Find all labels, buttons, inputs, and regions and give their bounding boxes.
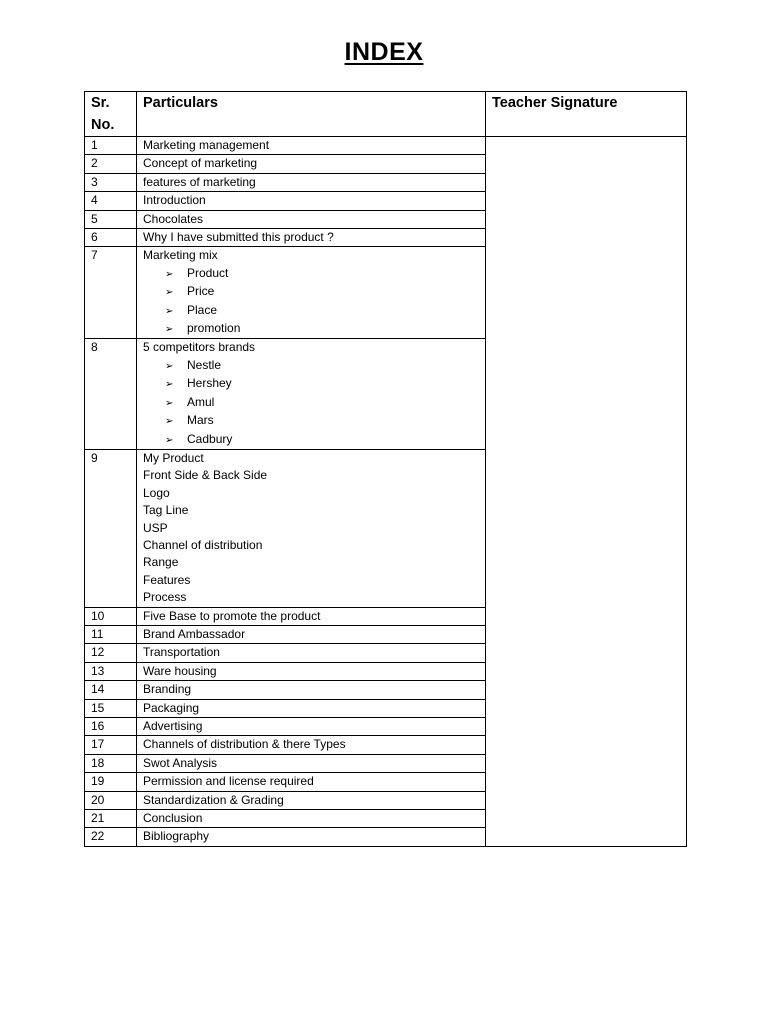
row-number: 7: [85, 247, 137, 339]
particular-text: Marketing management: [143, 138, 270, 152]
particular-text: Standardization & Grading: [143, 792, 284, 807]
row-number: 6: [85, 229, 137, 247]
particular-line: Channel of distribution: [143, 537, 263, 552]
row-particulars: [137, 339, 486, 449]
particular-line: My Product: [143, 450, 204, 465]
bullet-text: Nestle: [187, 357, 222, 372]
row-particulars: [137, 173, 486, 191]
row-number: 15: [85, 699, 137, 717]
row-number: 16: [85, 718, 137, 736]
particular-text: Ware housing: [143, 663, 217, 678]
row-particulars: [137, 810, 486, 828]
row-number: 19: [85, 773, 137, 791]
bullet-item: [143, 302, 479, 320]
arrow-bullet-icon: ➢: [165, 379, 174, 391]
row-number: 17: [85, 736, 137, 754]
bullet-item: [143, 375, 479, 393]
bullet-text: promotion: [187, 321, 241, 336]
particular-text: Permission and license required: [143, 774, 314, 789]
row-number: 18: [85, 754, 137, 772]
row-particulars: [137, 625, 486, 643]
bullet-text: Cadbury: [187, 431, 233, 446]
row-number: 22: [85, 828, 137, 846]
particular-line: Tag Line: [143, 503, 189, 518]
particular-text: Why I have submitted this product ?: [143, 230, 334, 245]
particular-text: Chocolates: [143, 211, 204, 226]
arrow-bullet-icon: ➢: [165, 416, 174, 428]
row-particulars: [137, 137, 486, 155]
arrow-bullet-icon: ➢: [165, 434, 174, 446]
header-row: [85, 92, 687, 137]
header-sr-line2: No.: [91, 117, 115, 133]
row-number: 8: [85, 339, 137, 449]
row-number: 4: [85, 192, 137, 210]
particular-text: Swot Analysis: [143, 755, 218, 770]
row-particulars: [137, 773, 486, 791]
row-number: 2: [85, 155, 137, 173]
bullet-text: Price: [187, 284, 215, 299]
arrow-bullet-icon: ➢: [165, 268, 174, 280]
row-number: 11: [85, 625, 137, 643]
bullet-item: [143, 412, 479, 430]
row-particulars: [137, 247, 486, 339]
row-particulars: [137, 828, 486, 846]
bullet-text: Mars: [187, 413, 214, 428]
page-title: INDEX: [344, 38, 424, 66]
particular-line: Features: [143, 572, 191, 587]
bullet-item: [143, 394, 479, 412]
row-particulars: [137, 736, 486, 754]
row-number: 1: [85, 137, 137, 155]
header-particulars: Particulars: [137, 92, 486, 137]
row-particulars: [137, 644, 486, 662]
particular-text: Marketing mix: [143, 248, 218, 263]
index-table: [84, 91, 687, 847]
bullet-text: Product: [187, 265, 229, 280]
arrow-bullet-icon: ➢: [165, 397, 174, 409]
row-particulars: [137, 607, 486, 625]
particular-line: Process: [143, 590, 187, 605]
particular-line: Front Side & Back Side: [143, 468, 268, 483]
particular-line: Logo: [143, 485, 170, 500]
particular-line: USP: [143, 520, 168, 535]
row-number: 14: [85, 681, 137, 699]
particular-text: Concept of marketing: [143, 156, 258, 171]
table-row: [85, 137, 687, 155]
row-number: 21: [85, 810, 137, 828]
bullet-item: [143, 265, 479, 283]
row-particulars: [137, 791, 486, 809]
row-particulars: [137, 699, 486, 717]
particular-text: Advertising: [143, 719, 203, 733]
header-sr-line1: Sr.: [91, 95, 110, 111]
particular-text: Five Base to promote the product: [143, 608, 321, 623]
bullet-text: Amul: [187, 394, 215, 409]
bullet-item: [143, 320, 479, 338]
particular-text: Branding: [143, 682, 192, 697]
arrow-bullet-icon: ➢: [165, 324, 174, 336]
index-rows: [85, 137, 687, 847]
arrow-bullet-icon: ➢: [165, 360, 174, 372]
row-number: 3: [85, 173, 137, 191]
particular-line: Range: [143, 555, 179, 570]
row-particulars: [137, 718, 486, 736]
row-number: 13: [85, 662, 137, 680]
row-number: 20: [85, 791, 137, 809]
particular-text: Introduction: [143, 193, 206, 208]
row-number: 10: [85, 607, 137, 625]
header-teacher-signature: Teacher Signature: [486, 92, 687, 137]
row-number: 12: [85, 644, 137, 662]
particular-text: Packaging: [143, 700, 200, 715]
teacher-signature-cell: [486, 137, 687, 847]
row-particulars: [137, 754, 486, 772]
particular-text: Channels of distribution & there Types: [143, 737, 346, 752]
row-particulars: [137, 192, 486, 210]
bullet-text: Hershey: [187, 376, 232, 391]
bullet-item: [143, 431, 479, 449]
row-particulars: [137, 449, 486, 607]
row-particulars: [137, 210, 486, 228]
particular-text: Bibliography: [143, 829, 210, 844]
row-particulars: [137, 229, 486, 247]
arrow-bullet-icon: ➢: [165, 305, 174, 317]
bullet-text: Place: [187, 302, 218, 317]
arrow-bullet-icon: ➢: [165, 287, 174, 299]
particular-text: 5 competitors brands: [143, 340, 256, 355]
row-particulars: [137, 681, 486, 699]
row-particulars: [137, 155, 486, 173]
particular-text: Conclusion: [143, 811, 203, 826]
row-particulars: [137, 662, 486, 680]
particular-text: Transportation: [143, 645, 220, 660]
row-number: 9: [85, 449, 137, 607]
particular-text: Brand Ambassador: [143, 626, 246, 641]
particular-text: features of marketing: [143, 174, 256, 189]
bullet-item: [143, 283, 479, 301]
row-number: 5: [85, 210, 137, 228]
header-sr-no: [85, 92, 137, 137]
bullet-item: [143, 357, 479, 375]
